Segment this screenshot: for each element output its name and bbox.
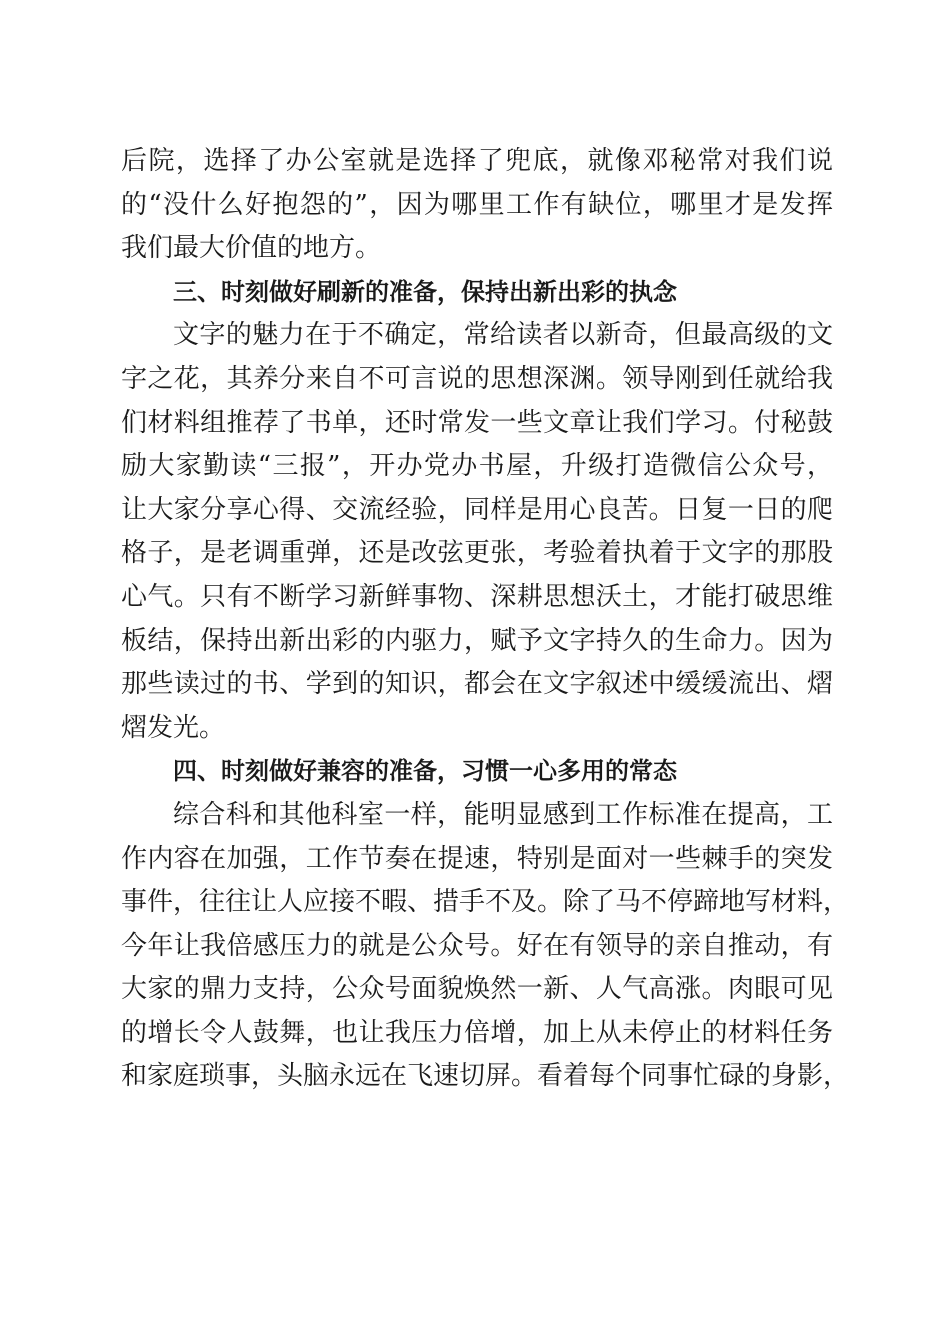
paragraph-line: 让大家分享心得、交流经验，同样是用心良苦。日复一日的爬 bbox=[121, 494, 833, 525]
paragraph-line: 大家的鼎力支持，公众号面貌焕然一新、人气高涨。肉眼可见 bbox=[121, 974, 833, 1005]
paragraph-line: 的“没什么好抱怨的”，因为哪里工作有缺位，哪里才是发挥 bbox=[121, 189, 833, 220]
paragraph-line: 事件，往往让人应接不暇、措手不及。除了马不停蹄地写材料， bbox=[121, 887, 850, 918]
paragraph-line: 那些读过的书、学到的知识，都会在文字叙述中缓缓流出、熠 bbox=[121, 669, 833, 700]
section-4-paragraph bbox=[121, 794, 850, 1099]
paragraph-line: 熠发光。 bbox=[121, 712, 226, 743]
paragraph-line: 字之花，其养分来自不可言说的思想深渊。领导刚到任就给我 bbox=[121, 363, 833, 394]
paragraph-line: 综合科和其他科室一样，能明显感到工作标准在提高，工 bbox=[173, 799, 833, 830]
paragraph-line: 励大家勤读“三报”，开办党办书屋，升级打造微信公众号， bbox=[121, 451, 833, 482]
paragraph-line: 作内容在加强，工作节奏在提速，特别是面对一些棘手的突发 bbox=[121, 843, 833, 874]
paragraph-line: 文字的魅力在于不确定，常给读者以新奇，但最高级的文 bbox=[173, 320, 833, 351]
paragraph-line: 后院，选择了办公室就是选择了兜底，就像邓秘常对我们说 bbox=[121, 146, 833, 176]
section-3-heading: 三、时刻做好刷新的准备，保持出新出彩的执念 bbox=[173, 277, 677, 306]
paragraph-line: 板结，保持出新出彩的内驱力，赋予文字持久的生命力。因为 bbox=[121, 625, 833, 656]
paragraph-line: 心气。只有不断学习新鲜事物、深耕思想沃土，才能打破思维 bbox=[121, 581, 833, 612]
section-4-heading: 四、时刻做好兼容的准备，习惯一心多用的常态 bbox=[173, 757, 677, 786]
section-3-paragraph bbox=[121, 314, 833, 750]
paragraph-line: 的增长令人鼓舞，也让我压力倍增，加上从未停止的材料任务 bbox=[121, 1017, 833, 1048]
paragraph-line: 今年让我倍感压力的就是公众号。好在有领导的亲自推动，有 bbox=[121, 930, 833, 961]
document-body bbox=[121, 140, 850, 1099]
intro-paragraph bbox=[121, 140, 833, 271]
paragraph-line: 格子，是老调重弹，还是改弦更张，考验着执着于文字的那股 bbox=[121, 538, 833, 569]
paragraph-line: 和家庭琐事，头脑永远在飞速切屏。看着每个同事忙碌的身影， bbox=[121, 1061, 850, 1092]
paragraph-line: 们材料组推荐了书单，还时常发一些文章让我们学习。付秘鼓 bbox=[121, 407, 833, 438]
paragraph-line: 我们最大价值的地方。 bbox=[121, 233, 382, 264]
